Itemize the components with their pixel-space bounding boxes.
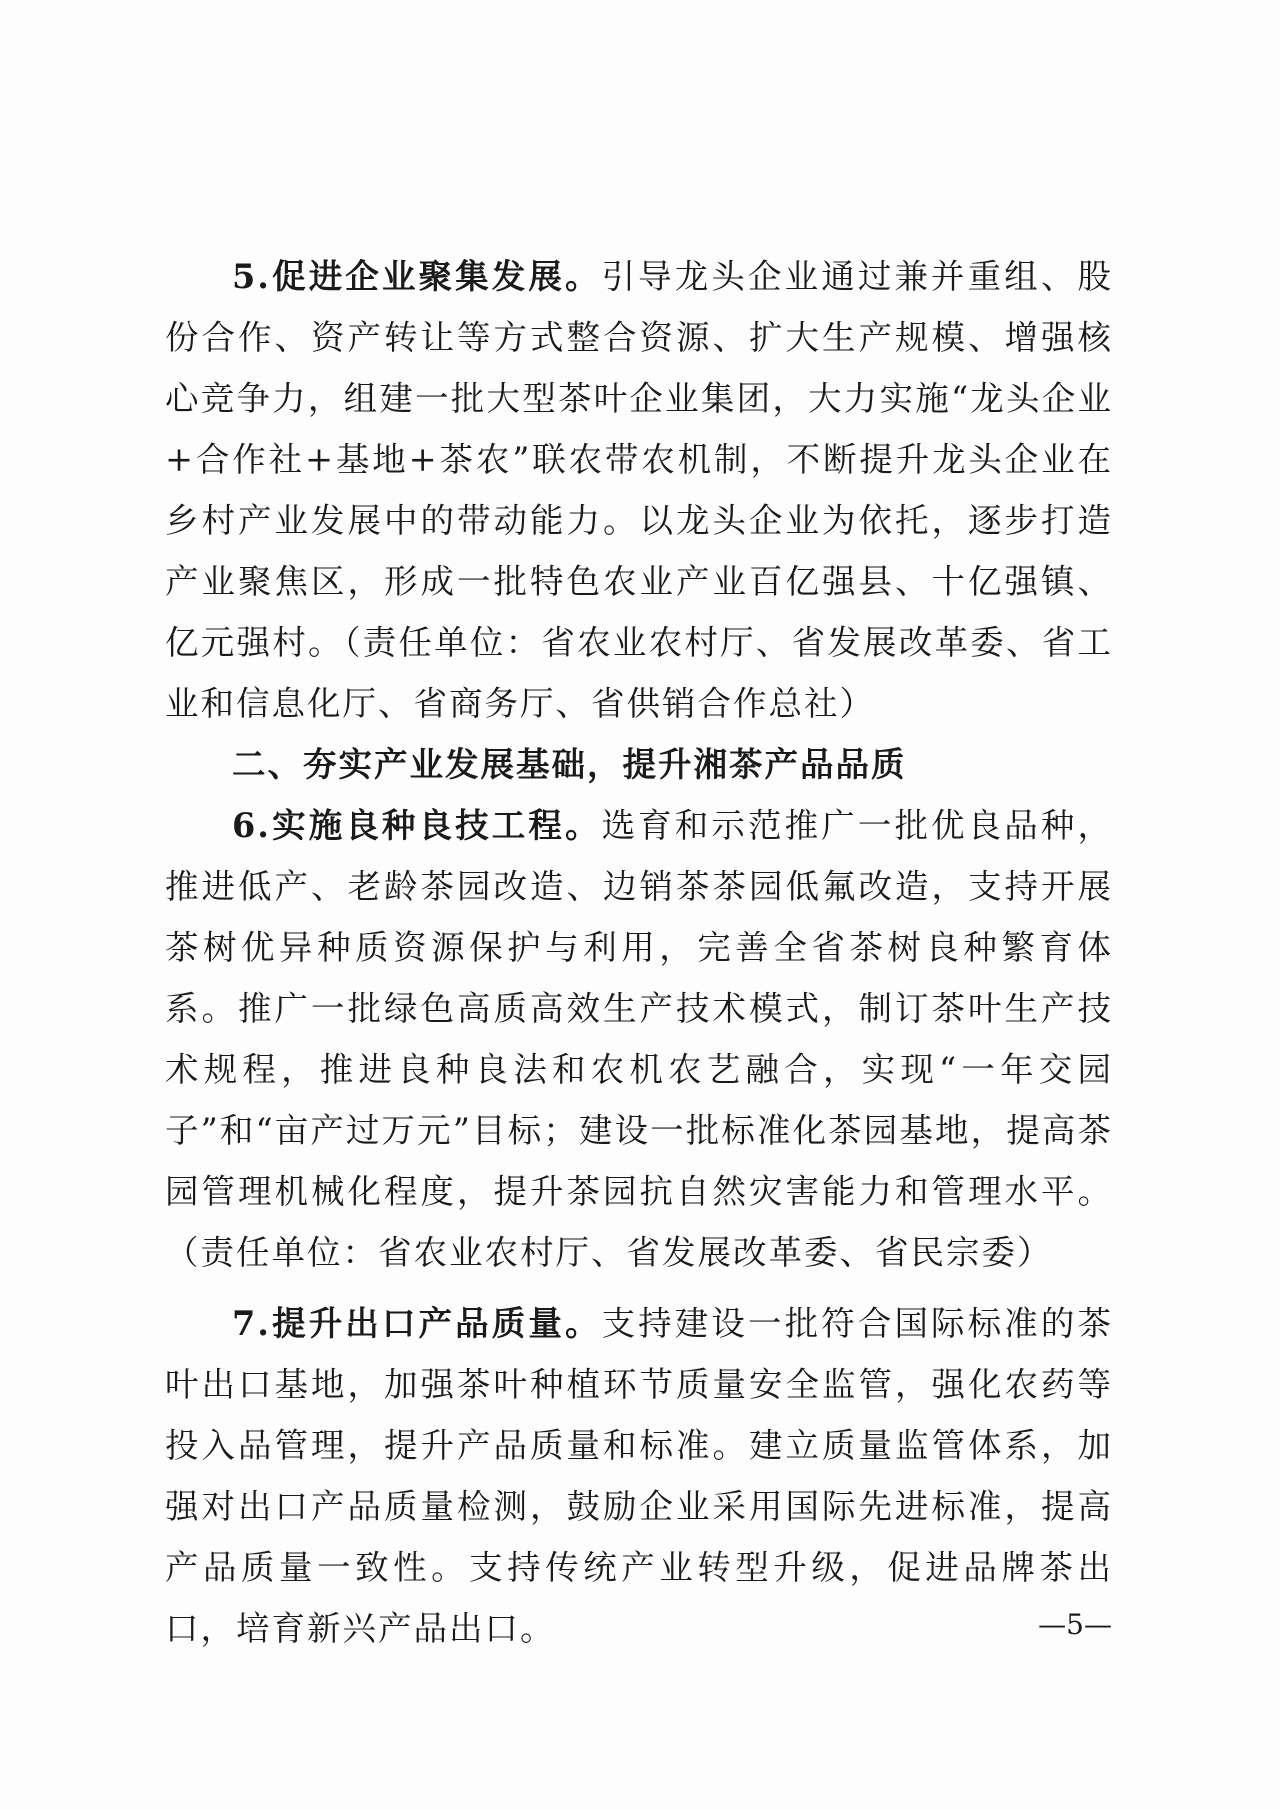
item-6-text: 选育和示范推广一批优良品种，推进低产、老龄茶园改造、边销茶茶园低氟改造，支持开展茶树优异种质资源保护与利用，完善全省茶树良种繁育体系。推广一批绿色高质高效生产技术模式，制订茶叶生产技术规程，推进良种良法和农机农艺融合，实现“一年交园子”和“亩产过万元”目标；建设一批标准化茶园基地，提高茶园管理机械化程度，提升茶园抗自然灾害能力和管理水平。（责任单位：省农业农村厅、省发展改革委、省民宗委） <box>165 806 1113 1272</box>
item-5-text: 引导龙头企业通过兼并重组、股份合作、资产转让等方式整合资源、扩大生产规模、增强核心竞争力，组建一批大型茶叶企业集团，大力实施“龙头企业+合作社+基地+茶农”联农带农机制，不断提升龙头企业在乡村产业发展中的带动能力。以龙头企业为依托，逐步打造产业聚焦区，形成一批特色农业产业百亿强县、十亿强镇、亿元强村。（责任单位：省农业农村厅、省发展改革委、省工业和信息化厅、省商务厅、省供销合作总社） <box>165 257 1113 723</box>
item-6-lead: 6.实施良种良技工程。 <box>232 806 602 845</box>
paragraph-item-6 <box>165 795 1113 1283</box>
paragraph-item-7 <box>165 1293 1113 1659</box>
item-7-text: 支持建设一批符合国际标准的茶叶出口基地，加强茶叶种植环节质量安全监管，强化农药等投入品管理，提升产品质量和标准。建立质量监管体系，加强对出口产品质量检测，鼓励企业采用国际先进标准，提高产品质量一致性。支持传统产业转型升级，促进品牌茶出口，培育新兴产品出口。 <box>165 1304 1113 1648</box>
paragraph-item-5 <box>165 246 1113 734</box>
item-5-lead: 5.促进企业聚集发展。 <box>232 257 602 296</box>
section-heading-2: 二、夯实产业发展基础，提升湘茶产品品质 <box>232 745 907 784</box>
document-body <box>165 246 1113 1659</box>
page-number: —5— <box>1038 1608 1112 1641</box>
item-7-lead: 7.提升出口产品质量。 <box>232 1304 602 1343</box>
